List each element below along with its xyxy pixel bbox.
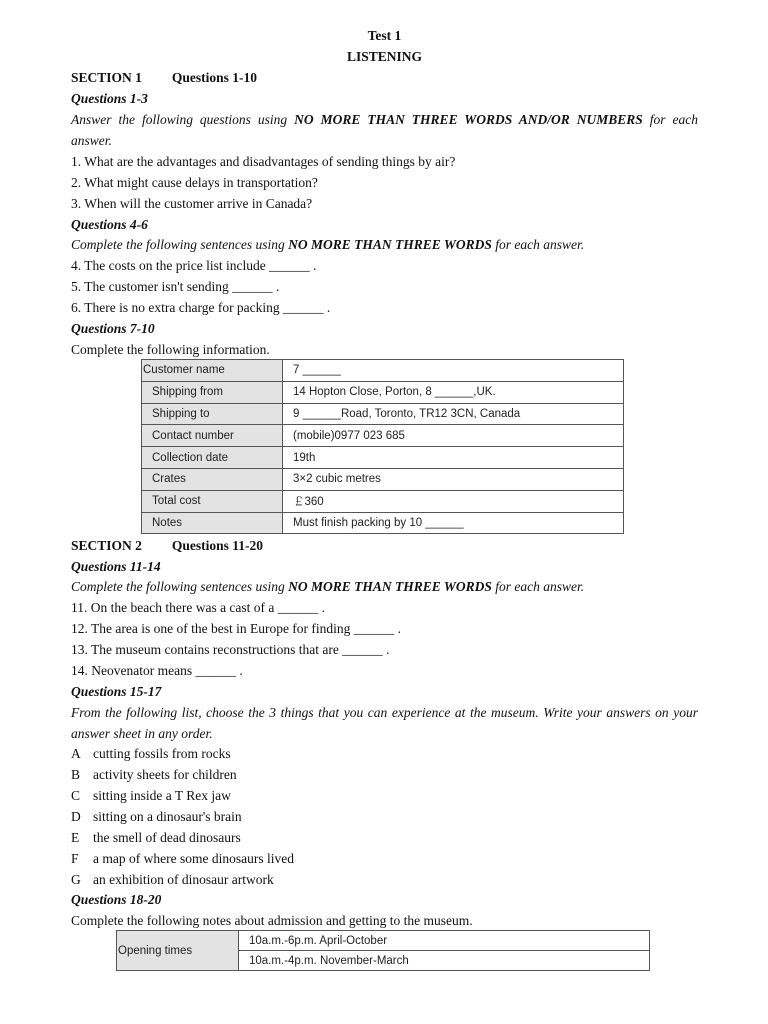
q4-6-heading: Questions 4-6 — [71, 217, 148, 232]
table-row — [142, 403, 624, 425]
row-label: Shipping from — [142, 381, 283, 403]
q15-17-instructions: From the following list, choose the 3 things that you can experience at the museum. Write your answers on your — [71, 705, 698, 720]
opening-times-summer: 10a.m.-6p.m. April-October — [239, 931, 650, 951]
row-value: 19th — [283, 447, 624, 469]
table-row — [142, 360, 624, 382]
q11-14-instructions: Complete the following sentences using NO MORE THAN THREE WORDS for each answer. — [71, 579, 585, 594]
option-a: A cutting fossils from rocks — [71, 746, 231, 761]
row-value: 7 ______ — [283, 360, 624, 382]
question-1: 1. What are the advantages and disadvantages of sending things by air? — [71, 154, 456, 169]
q1-3-instructions: Answer the following questions using NO MORE THAN THREE WORDS AND/OR NUMBERS for each — [71, 112, 698, 127]
question-2: 2. What might cause delays in transportation? — [71, 175, 318, 190]
opening-times-label: Opening times — [117, 931, 239, 971]
table-row — [142, 490, 624, 512]
q18-20-instructions: Complete the following notes about admission and getting to the museum. — [71, 913, 473, 928]
section1-label: SECTION 1 — [71, 70, 142, 85]
table-row — [142, 447, 624, 469]
q7-10-heading: Questions 7-10 — [71, 321, 155, 336]
row-label: Notes — [142, 512, 283, 534]
opening-times-winter: 10a.m.-4p.m. November-March — [239, 951, 650, 971]
row-value: 3×2 cubic metres — [283, 468, 624, 490]
q1-3-heading: Questions 1-3 — [71, 91, 148, 106]
question-12: 12. The area is one of the best in Europe for finding ______ . — [71, 621, 402, 636]
q7-10-instructions: Complete the following information. — [71, 342, 270, 357]
table-row — [117, 931, 650, 951]
row-value: 14 Hopton Close, Porton, 8 ______,UK. — [283, 381, 624, 403]
option-e: E the smell of dead dinosaurs — [71, 830, 241, 845]
question-11: 11. On the beach there was a cast of a ______ . — [71, 600, 326, 615]
row-value: 9 ______Road, Toronto, TR12 3CN, Canada — [283, 403, 624, 425]
question-3: 3. When will the customer arrive in Canada? — [71, 196, 313, 211]
section1-range: Questions 1-10 — [171, 70, 258, 85]
option-d: D sitting on a dinosaur's brain — [71, 809, 242, 824]
row-label: Crates — [142, 468, 283, 490]
row-label: Collection date — [142, 447, 283, 469]
question-5: 5. The customer isn't sending ______ . — [71, 279, 280, 294]
question-6: 6. There is no extra charge for packing ______ . — [71, 300, 331, 315]
row-value: Must finish packing by 10 ______ — [283, 512, 624, 534]
row-value: (mobile)0977 023 685 — [283, 425, 624, 447]
row-label: Shipping to — [142, 403, 283, 425]
q15-17-heading: Questions 15-17 — [71, 684, 162, 699]
test-title: Test 1 — [367, 28, 402, 43]
row-value: ￡360 — [283, 490, 624, 512]
shipping-form-table — [141, 359, 624, 534]
option-c: C sitting inside a T Rex jaw — [71, 788, 231, 803]
table-row — [142, 381, 624, 403]
q18-20-heading: Questions 18-20 — [71, 892, 162, 907]
admission-table — [116, 930, 650, 971]
question-4: 4. The costs on the price list include ______ . — [71, 258, 317, 273]
q11-14-heading: Questions 11-14 — [71, 559, 161, 574]
section2-heading — [71, 537, 263, 554]
q1-3-instructions-cont: answer. — [71, 133, 112, 148]
row-label: Total cost — [142, 490, 283, 512]
table-row — [142, 425, 624, 447]
row-label: Customer name — [142, 360, 283, 382]
section2-range: Questions 11-20 — [171, 538, 264, 553]
table-row — [142, 468, 624, 490]
option-b: B activity sheets for children — [71, 767, 237, 782]
question-14: 14. Neovenator means ______ . — [71, 663, 243, 678]
table-row — [142, 512, 624, 534]
row-label: Contact number — [142, 425, 283, 447]
option-f: F a map of where some dinosaurs lived — [71, 851, 294, 866]
q4-6-instructions: Complete the following sentences using NO MORE THAN THREE WORDS for each answer. — [71, 237, 585, 252]
question-13: 13. The museum contains reconstructions that are ______ . — [71, 642, 390, 657]
part-title: LISTENING — [346, 49, 423, 64]
option-g: G an exhibition of dinosaur artwork — [71, 872, 274, 887]
section1-heading — [71, 69, 257, 86]
q15-17-instructions-cont: answer sheet in any order. — [71, 726, 213, 741]
section2-label: SECTION 2 — [71, 538, 142, 553]
